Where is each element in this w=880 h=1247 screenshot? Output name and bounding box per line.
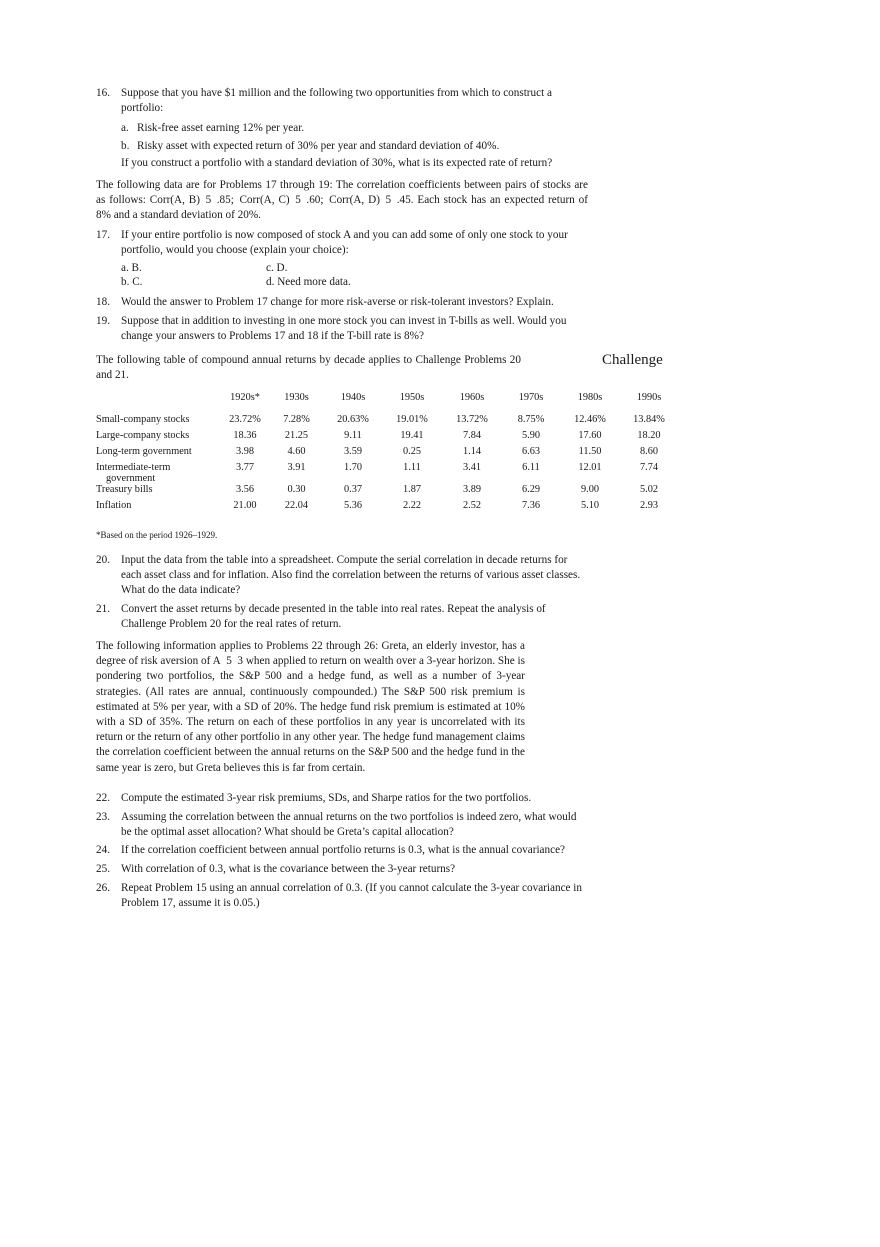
column-header: 1980s — [577, 392, 603, 403]
problem-23: 23. Assuming the correlation between the annual returns on the two portfolios is indeed zero, what would be the optimal asset allocation? What should be Greta’s capital allocation? — [96, 811, 577, 839]
problem-19: 19. Suppose that in addition to investing in one more stock you can invest in T-bills as well. Would you change your answers to Problems 17 and 18 if the T-bill rate is 8%? — [96, 315, 567, 343]
column-header: 1970s — [518, 392, 544, 403]
table-header-row — [96, 392, 678, 414]
table-row: Long-term government 3.98 4.60 3.59 0.25 1.14 6.63 11.50 8.60 — [96, 446, 678, 462]
table-row: Intermediate-term government 3.77 3.91 1.70 1.11 3.41 6.11 12.01 7.74 — [96, 462, 659, 484]
problem-number: 16. — [96, 87, 110, 99]
intro-20-21: The following table of compound annual returns by decade applies to Challenge Problems 20 and 21. — [96, 354, 521, 382]
problem-17 — [96, 228, 588, 289]
problem-20: 20. Input the data from the table into a spreadsheet. Compute the serial correlation in decade returns for each asset class and for inflation. Also find the correlation between the returns of various asset classes. What do the data indicate? — [96, 554, 581, 597]
problem-text: Suppose that you have $1 million and the following two opportunities from which to construct a portfolio: — [121, 87, 552, 115]
column-header: 1990s — [636, 392, 662, 403]
option-b: b. Risky asset with expected return of 30% per year and standard deviation of 40%. — [121, 139, 500, 152]
row-label: Large-company stocks — [96, 430, 190, 441]
option-a: a. B. — [121, 262, 142, 275]
option-a: a. Risk-free asset earning 12% per year. — [121, 122, 305, 135]
table-row: Small-company stocks 23.72% 7.28% 20.63% 19.01% 13.72% 8.75% 12.46% 13.84% — [96, 414, 678, 430]
table-row: Inflation 21.00 22.04 5.36 2.22 2.52 7.36 5.10 2.93 — [96, 500, 678, 516]
problem-24: 24. If the correlation coefficient between annual portfolio returns is 0.3, what is the annual covariance? — [96, 844, 566, 856]
problem-21: 21. Convert the asset returns by decade presented in the table into real rates. Repeat the analysis of Challenge Problem 20 for the real rates of return. — [96, 603, 546, 631]
intro-17-19: The following data are for Problems 17 through 19: The correlation coefficients between pairs of stocks are as follows: Corr(A, B) 5 .85; Corr(A, C) 5 .60; Corr(A, D) 5 .45. Each stock has an expected return of 8% and a standard deviation of 20%. — [96, 179, 588, 222]
column-header: 1920s* — [230, 392, 260, 403]
row-label: Treasury bills — [96, 484, 153, 495]
option-d: d. Need more data. — [266, 276, 351, 289]
row-label: Small-company stocks — [96, 414, 190, 425]
column-header: 1960s — [459, 392, 485, 403]
problem-16 — [96, 86, 588, 171]
options-row-2 — [96, 275, 588, 289]
returns-table — [96, 392, 678, 516]
problem-text: If your entire portfolio is now composed of stock A and you can add some of only one stock to your portfolio, would you choose (explain your choice): — [121, 229, 568, 257]
table-row: Treasury bills 3.56 0.30 0.37 1.87 3.89 6.29 9.00 5.02 — [96, 484, 678, 500]
table-footnote: *Based on the period 1926–1929. — [96, 530, 218, 540]
problem-number: 17. — [96, 229, 110, 241]
problem-followup: If you construct a portfolio with a standard deviation of 30%, what is its expected rate of return? — [121, 156, 553, 169]
option-b: b. C. — [121, 276, 143, 289]
column-header: 1950s — [399, 392, 425, 403]
option-c: c. D. — [266, 262, 288, 275]
table-row: Large-company stocks 18.36 21.25 9.11 19.41 7.84 5.90 17.60 18.20 — [96, 430, 678, 446]
problem-26: 26. Repeat Problem 15 using an annual correlation of 0.3. (If you cannot calculate the 3-year covariance in Problem 17, assume it is 0.05.) — [96, 882, 582, 910]
intro-22-26: The following information applies to Problems 22 through 26: Greta, an elderly investor, has a degree of risk aversion of A 5 3 when applied to return on wealth over a 3-year horizon. She is pondering two portfolios, the S&P 500 and a hedge fund, as well as a number of 3-year strategies. (All rates are annual, continuously compounded.) The S&P 500 risk premium is estimated at 5% per year, with a SD of 20%. The hedge fund risk premium is estimated at 10% with a SD of 35%. The return on each of these portfolios in any year is uncorrelated with its return or the return of any other portfolio in any other year. The hedge fund management claims the correlation coefficient between the annual returns on the S&P 500 and the hedge fund in the same year is zero, but Greta believes this is far from certain. — [96, 640, 525, 774]
column-header: 1940s — [340, 392, 366, 403]
problem-18: 18. Would the answer to Problem 17 change for more risk-averse or risk-tolerant investors? Explain. — [96, 296, 554, 308]
row-label: Inflation — [96, 500, 132, 511]
challenge-heading: Challenge — [602, 352, 663, 368]
options-row-1 — [96, 261, 588, 275]
row-label: Long-term government — [96, 446, 192, 457]
column-header: 1930s — [284, 392, 309, 403]
row-label: Intermediate-term government — [96, 462, 171, 484]
problem-22: 22. Compute the estimated 3-year risk premiums, SDs, and Sharpe ratios for the two portfolios. — [96, 792, 532, 804]
problem-25: 25. With correlation of 0.3, what is the covariance between the 3-year returns? — [96, 863, 456, 875]
